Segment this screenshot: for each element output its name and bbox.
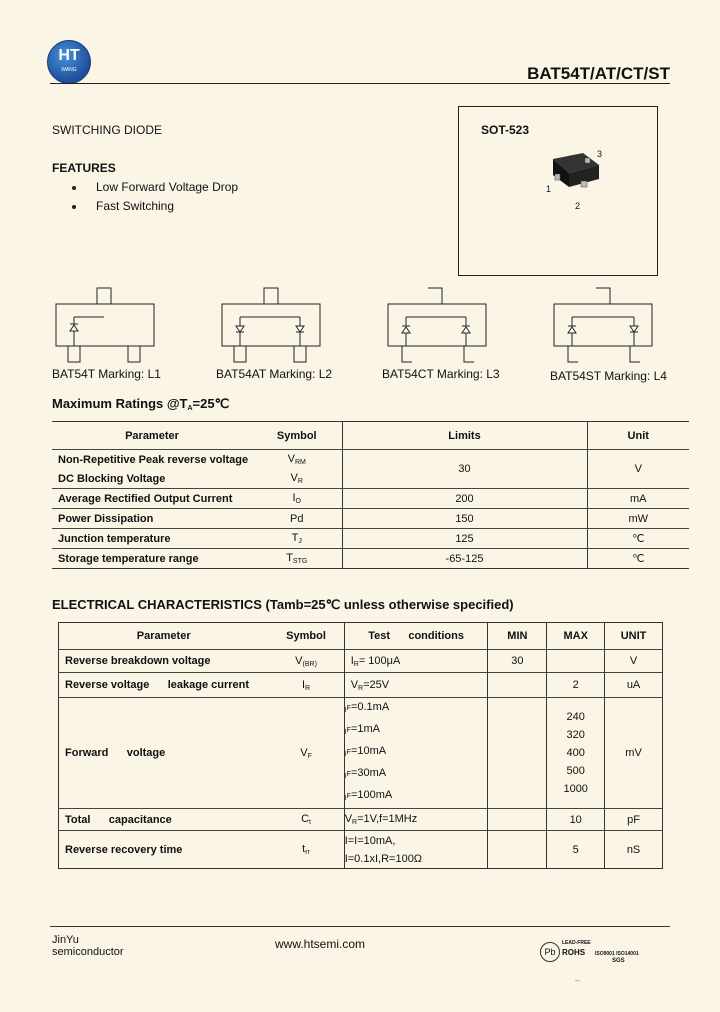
lead-free-label: LEAD-FREE — [562, 940, 591, 946]
col-header: Parameter — [136, 630, 191, 642]
website-link[interactable]: www.htsemi.com — [275, 937, 366, 951]
col-header: MIN — [488, 623, 547, 650]
bat54st-schematic — [554, 288, 652, 362]
lead-free-icon: Pb — [540, 942, 560, 962]
header-divider — [50, 83, 670, 84]
col-header: Limits — [342, 422, 587, 450]
bullet-icon — [72, 186, 76, 190]
variant-label: BAT54ST Marking: L4 — [550, 369, 667, 383]
company-name: JinYu — [52, 934, 79, 946]
col-header: Test conditions — [344, 623, 488, 650]
table-row: Reverse breakdown voltage $V_{(BR)}$ $I_R= 100\mu A$ 30 V — [59, 650, 663, 673]
configuration-diagrams — [40, 284, 680, 370]
bat54at-schematic — [222, 288, 320, 362]
pin-label: 1 — [546, 184, 552, 194]
logo-text: HT — [58, 47, 80, 64]
pin-label: 2 — [575, 201, 581, 211]
max-ratings-table — [52, 421, 689, 569]
electrical-title: ELECTRICAL CHARACTERISTICS (Tamb=25℃ unless otherwise specified) — [52, 597, 514, 612]
electrical-table — [58, 622, 663, 869]
table-row: Reverse voltage leakage current $I_R$ $V_R=25V$ 2 uA — [59, 673, 663, 698]
col-header: Unit — [627, 429, 649, 442]
col-header: UNIT — [620, 630, 647, 642]
table-row: Total capacitance $C_t$ $V_R=1V,f=1MHz$ 10 pF — [59, 809, 663, 831]
pin-label: 3 — [597, 149, 603, 159]
table-row: Forward voltage $V_F$ $_I$F=0.1mA $_I$F=1mA $_I$F=10mA $_I$F=30mA $_I$F=100mA 240 320 400 500 1000 mV — [59, 698, 663, 809]
variant-label: BAT54AT Marking: L2 — [216, 367, 333, 381]
table-row: Non-Repetitive Peak reverse voltage $V_{RM}$ 30 V — [52, 450, 689, 470]
col-header: Parameter — [125, 429, 179, 442]
package-box — [458, 106, 658, 276]
features-heading: FEATURES — [52, 161, 116, 175]
table-row: Junction temperature $T_J$ 125 ℃ — [52, 529, 689, 549]
variant-label: BAT54CT Marking: L3 — [382, 367, 500, 381]
table-row: Power Dissipation Pd 150 mW — [52, 509, 689, 529]
bat54ct-schematic — [388, 288, 486, 362]
company-logo — [47, 40, 91, 84]
rohs-label: ROHS — [562, 948, 586, 957]
col-header: MAX — [547, 623, 605, 650]
sgs-label: SGS — [612, 958, 625, 964]
table-row: Reverse recovery time $t_{rr}$ I=I=10mA, I=0.1xI,R=100Ω 5 nS — [59, 831, 663, 869]
table-row: Average Rectified Output Current $I_O$ 200 mA — [52, 489, 689, 509]
bullet-icon — [72, 205, 76, 209]
variant-label: BAT54T Marking: L1 — [52, 367, 161, 381]
company-name-line2: semiconductor — [52, 946, 124, 958]
feature-item: Fast Switching — [96, 199, 175, 213]
iso-label: ISO9001 ISO14001 — [595, 951, 639, 957]
page-mark: -- — [575, 978, 580, 985]
part-number-title: BAT54T/AT/CT/ST — [527, 64, 670, 83]
package-name: SOT-523 — [481, 123, 530, 137]
bat54t-schematic — [56, 288, 154, 362]
table-row: Storage temperature range $T_{STG}$ -65-125 ℃ — [52, 549, 689, 569]
device-type: SWITCHING DIODE — [52, 123, 162, 137]
table-row: DC Blocking Voltage $V_R$ — [52, 469, 689, 489]
max-ratings-title: Maximum Ratings $@T_A=25℃$ — [52, 396, 230, 412]
col-header: Symbol — [252, 422, 342, 450]
logo-subtext: WANG — [61, 67, 77, 73]
footer-divider — [50, 926, 670, 927]
col-header: Symbol — [268, 623, 344, 650]
feature-item: Low Forward Voltage Drop — [96, 180, 239, 194]
